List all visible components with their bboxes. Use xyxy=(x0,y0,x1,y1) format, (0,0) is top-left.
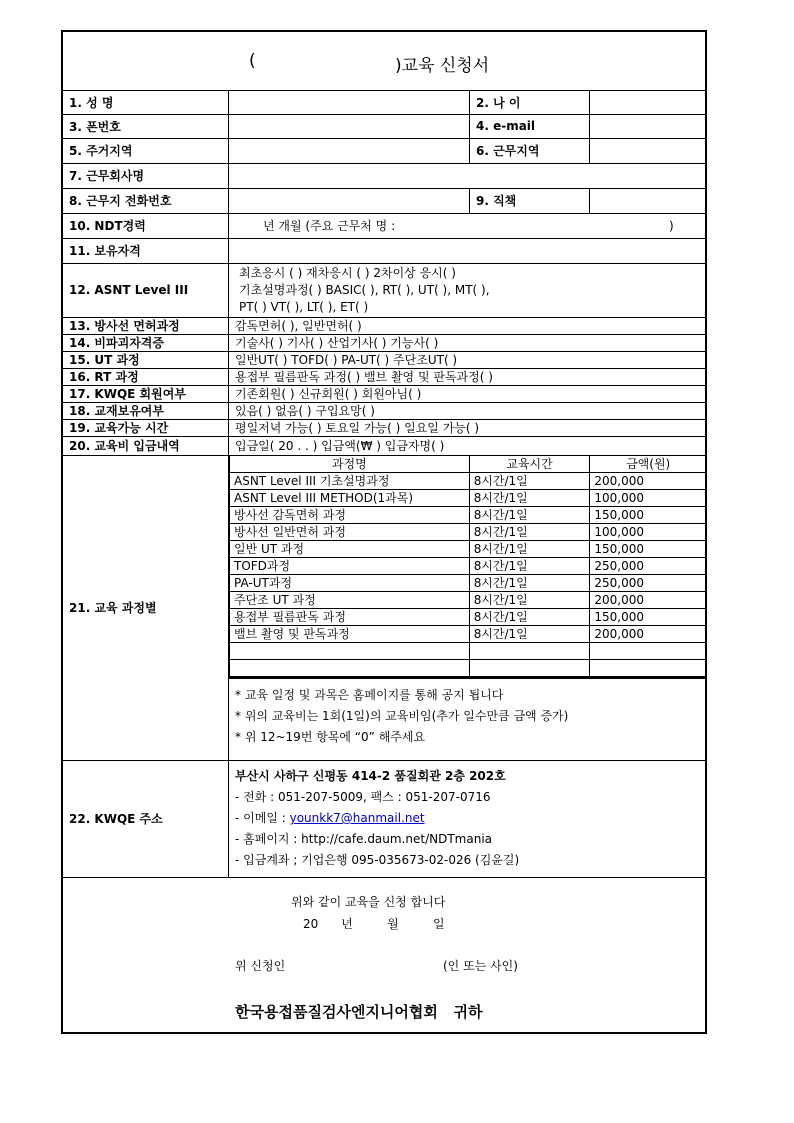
book-label: 18. 교재보유여부 xyxy=(63,402,229,419)
table-bottom-rule xyxy=(229,677,707,679)
book-content[interactable]: 있음( ) 없음( ) 구입요망( ) xyxy=(235,404,375,418)
asnt-line1: 최초응시 ( ) 재차응시 ( ) 2차이상 응시( ) xyxy=(239,265,456,280)
course-time: 8시간/1일 xyxy=(469,541,590,558)
sign-seal: (인 또는 사인) xyxy=(443,959,518,973)
sign-applicant: 위 신청인 xyxy=(235,959,286,973)
course-time: 8시간/1일 xyxy=(469,626,590,643)
row-name-age xyxy=(63,90,705,115)
course-name: 방사선 일반면허 과정 xyxy=(230,524,470,541)
course-time: 8시간/1일 xyxy=(469,524,590,541)
table-row xyxy=(230,575,707,592)
table-row xyxy=(230,524,707,541)
row-address xyxy=(63,760,705,878)
row-book xyxy=(63,402,705,420)
row-rt xyxy=(63,368,705,386)
address-email-line xyxy=(235,808,519,829)
work-phone-field[interactable] xyxy=(229,188,469,213)
asnt-label: 12. ASNT Level III xyxy=(63,263,229,317)
course-name: 용접부 필름판독 과정 xyxy=(230,609,470,626)
email-link[interactable]: younkk7@hanmail.net xyxy=(289,811,425,825)
row-courses xyxy=(63,455,705,761)
rad-content[interactable]: 감독면허( ), 일반면허( ) xyxy=(235,319,362,333)
kwqe-label: 17. KWQE 회원여부 xyxy=(63,385,229,402)
row-cert xyxy=(63,238,705,264)
title-text: 교육 신청서 xyxy=(401,56,490,76)
note-1: * 교육 일정 및 과목은 홈페이지를 통해 공지 됩니다 xyxy=(235,688,504,702)
rad-label: 13. 방사선 면허과정 xyxy=(63,317,229,334)
course-time: 8시간/1일 xyxy=(469,575,590,592)
row-rad xyxy=(63,317,705,335)
course-fee: 150,000 xyxy=(590,507,707,524)
address-block xyxy=(235,766,519,871)
time-label: 19. 교육가능 시간 xyxy=(63,419,229,436)
address-label: 22. KWQE 주소 xyxy=(63,760,229,877)
course-time-header: 교육시간 xyxy=(469,456,590,473)
address-line: 부산시 사하구 신평동 414-2 품질회관 2층 202호 xyxy=(235,769,506,783)
email-prefix: - 이메일 : xyxy=(235,811,290,825)
asnt-line3: PT( ) VT( ), LT( ), ET( ) xyxy=(239,299,369,314)
course-time: 8시간/1일 xyxy=(469,592,590,609)
course-time: 8시간/1일 xyxy=(469,558,590,575)
sign-recipient: 한국용접품질검사엔지니어협회 귀하 xyxy=(235,1003,483,1021)
email-label: 4. e-mail xyxy=(469,114,589,138)
courses-header-row xyxy=(230,456,707,473)
course-time: 8시간/1일 xyxy=(469,609,590,626)
ut-content[interactable]: 일반UT( ) TOFD( ) PA-UT( ) 주단조UT( ) xyxy=(235,353,458,367)
ut-label: 15. UT 과정 xyxy=(63,351,229,368)
position-label: 9. 직책 xyxy=(469,188,589,213)
ndt-cert-label: 14. 비파괴자격증 xyxy=(63,334,229,351)
asnt-line2: 기초설명과정( ) BASIC( ), RT( ), UT( ), MT( ), xyxy=(239,282,490,297)
name-label: 1. 성 명 xyxy=(63,90,229,114)
fee-content[interactable]: 입금일( 20 . . ) 입금액(₩ ) 입금자명( ) xyxy=(235,439,445,453)
rt-content[interactable]: 용접부 필름판독 과정( ) 밸브 촬영 및 판독과정( ) xyxy=(235,370,493,384)
ndt-content: 년 개월 (주요 근무처 명 : xyxy=(263,219,396,233)
note-3: * 위 12~19번 항목에 “0” 해주세요 xyxy=(235,730,426,744)
row-work-phone xyxy=(63,188,705,214)
address-account: - 입금계좌 ; 기업은행 095-035673-02-026 (김윤길) xyxy=(235,853,520,867)
work-region-label: 6. 근무지역 xyxy=(469,138,589,163)
sign-date: 20 년 월 일 xyxy=(303,917,445,931)
courses-table xyxy=(229,455,707,677)
ndt-field[interactable] xyxy=(229,213,705,238)
row-fee xyxy=(63,436,705,456)
note-2: * 위의 교육비는 1회(1일)의 교육비임(추가 일수만큼 금액 증가) xyxy=(235,709,569,723)
course-fee: 150,000 xyxy=(590,609,707,626)
course-name: 일반 UT 과정 xyxy=(230,541,470,558)
course-fee: 200,000 xyxy=(590,626,707,643)
phone-field[interactable] xyxy=(229,114,469,138)
course-notes xyxy=(235,685,568,748)
kwqe-content[interactable]: 기존회원( ) 신규회원( ) 회원아님( ) xyxy=(235,387,422,401)
course-fee: 200,000 xyxy=(590,592,707,609)
phone-label: 3. 폰번호 xyxy=(63,114,229,138)
row-ut xyxy=(63,351,705,369)
sign-statement: 위와 같이 교육을 신청 합니다 xyxy=(291,895,446,909)
row-ndt xyxy=(63,213,705,239)
table-row xyxy=(230,592,707,609)
ndt-close: ) xyxy=(669,218,674,233)
application-form xyxy=(61,30,707,1034)
empty-row xyxy=(230,643,707,660)
ndt-label: 10. NDT경력 xyxy=(63,213,229,238)
course-time: 8시간/1일 xyxy=(469,507,590,524)
course-fee: 150,000 xyxy=(590,541,707,558)
asnt-field[interactable] xyxy=(229,263,705,317)
table-row xyxy=(230,490,707,507)
form-title xyxy=(63,32,705,91)
courses-label: 21. 교육 과정별 xyxy=(63,455,229,760)
row-kwqe xyxy=(63,385,705,403)
row-asnt xyxy=(63,263,705,318)
region-field[interactable] xyxy=(229,138,469,163)
course-time: 8시간/1일 xyxy=(469,490,590,507)
age-label: 2. 나 이 xyxy=(469,90,589,114)
rt-label: 16. RT 과정 xyxy=(63,368,229,385)
row-time xyxy=(63,419,705,437)
cert-label: 11. 보유자격 xyxy=(63,238,229,263)
position-field[interactable] xyxy=(589,188,705,213)
course-name: ASNT Level III 기초설명과정 xyxy=(230,473,470,490)
signature-area xyxy=(63,877,705,1032)
row-phone-email xyxy=(63,114,705,139)
work-phone-label: 8. 근무지 전화번호 xyxy=(63,188,229,213)
address-phone: - 전화 : 051-207-5009, 팩스 : 051-207-0716 xyxy=(235,790,491,804)
title-paren-open: ( xyxy=(249,51,256,71)
company-field[interactable] xyxy=(229,163,705,188)
age-field[interactable] xyxy=(589,90,705,114)
course-name: 방사선 감독면허 과정 xyxy=(230,507,470,524)
company-label: 7. 근무회사명 xyxy=(63,163,229,188)
row-company xyxy=(63,163,705,189)
course-name: 밸브 촬영 및 판독과정 xyxy=(230,626,470,643)
empty-row xyxy=(230,660,707,677)
email-field[interactable] xyxy=(589,114,705,138)
address-homepage: - 홈페이지 : http://cafe.daum.net/NDTmania xyxy=(235,832,493,846)
row-region xyxy=(63,138,705,164)
region-label: 5. 주거지역 xyxy=(63,138,229,163)
course-fee: 250,000 xyxy=(590,558,707,575)
course-name: TOFD과정 xyxy=(230,558,470,575)
course-name: 주단조 UT 과정 xyxy=(230,592,470,609)
course-name: ASNT Level III METHOD(1과목) xyxy=(230,490,470,507)
work-region-field[interactable] xyxy=(589,138,705,163)
table-row xyxy=(230,626,707,643)
course-name: PA-UT과정 xyxy=(230,575,470,592)
course-fee: 100,000 xyxy=(590,490,707,507)
course-fee: 100,000 xyxy=(590,524,707,541)
title-paren-close: ) xyxy=(395,56,402,76)
course-fee: 250,000 xyxy=(590,575,707,592)
time-content[interactable]: 평일저녁 가능( ) 토요일 가능( ) 일요일 가능( ) xyxy=(235,421,480,435)
table-row xyxy=(230,609,707,626)
table-row xyxy=(230,473,707,490)
course-name-header: 과정명 xyxy=(230,456,470,473)
course-time: 8시간/1일 xyxy=(469,473,590,490)
row-ndt-cert xyxy=(63,334,705,352)
cert-field[interactable] xyxy=(229,238,705,263)
course-fee-header: 금액(원) xyxy=(590,456,707,473)
name-field[interactable] xyxy=(229,90,469,114)
ndt-cert-content[interactable]: 기술사( ) 기사( ) 산업기사( ) 기능사( ) xyxy=(235,336,439,350)
table-row xyxy=(230,541,707,558)
course-fee: 200,000 xyxy=(590,473,707,490)
table-row xyxy=(230,558,707,575)
fee-label: 20. 교육비 입금내역 xyxy=(63,436,229,455)
table-row xyxy=(230,507,707,524)
